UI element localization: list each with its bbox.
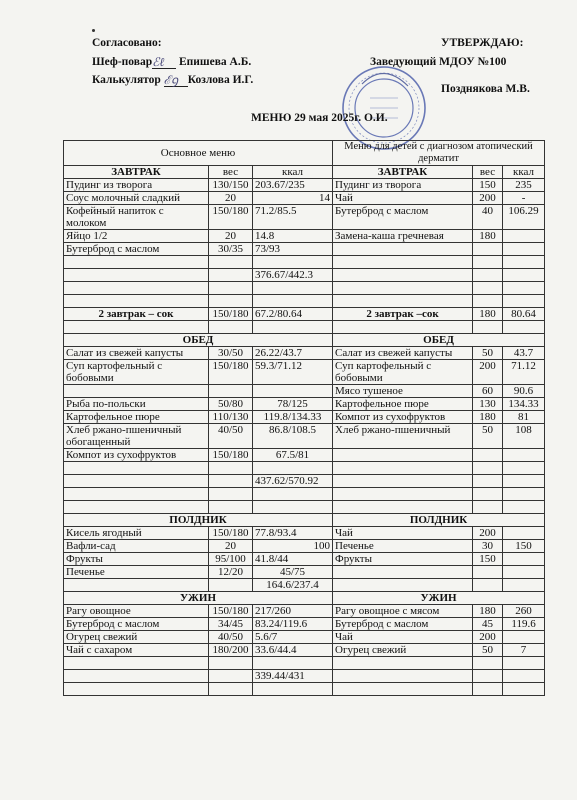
diet-dish-weight [473, 566, 503, 579]
diet-dish-weight: 45 [473, 618, 503, 631]
dish-weight: 150/180 [209, 360, 253, 385]
diet-dish-name [333, 475, 473, 488]
section-name-diet: УЖИН [333, 592, 545, 605]
dish-weight [209, 256, 253, 269]
dish-name: Кисель ягодный [64, 527, 209, 540]
dish-weight: 30/35 [209, 243, 253, 256]
table-row [64, 605, 545, 618]
diet-dish-kcal [503, 282, 545, 295]
dish-name [64, 282, 209, 295]
diet-dish-name: Фрукты [333, 553, 473, 566]
dish-weight: 30/50 [209, 347, 253, 360]
dish-kcal: 14 [253, 192, 333, 205]
table-row [64, 579, 545, 592]
chef-label: Шеф-повар [92, 56, 153, 68]
diet-dish-weight [473, 657, 503, 670]
dish-weight [209, 462, 253, 475]
dish-kcal [253, 683, 333, 696]
dish-name [64, 683, 209, 696]
section-header-row [64, 334, 545, 347]
dish-kcal: 41.8/44 [253, 553, 333, 566]
diet-dish-name: Салат из свежей капусты [333, 347, 473, 360]
diet-dish-name [333, 462, 473, 475]
diet-dish-name [333, 683, 473, 696]
diet-dish-weight: 50 [473, 424, 503, 449]
table-row [64, 631, 545, 644]
diet-dish-name: Картофельное пюре [333, 398, 473, 411]
diet-dish-kcal: 7 [503, 644, 545, 657]
dish-kcal [253, 501, 333, 514]
table-row [64, 295, 545, 308]
diet-dish-weight: 30 [473, 540, 503, 553]
diet-dish-name [333, 295, 473, 308]
dish-kcal: 78/125 [253, 398, 333, 411]
dish-kcal: 437.62/570.92 [253, 475, 333, 488]
dish-kcal [253, 321, 333, 334]
diet-dish-weight [473, 488, 503, 501]
menu-table [63, 140, 545, 696]
dish-kcal: 67.5/81 [253, 449, 333, 462]
menu-header-row [64, 141, 545, 166]
dish-name [64, 657, 209, 670]
weight-header-diet: вес [473, 166, 503, 179]
diet-dish-name: Чай [333, 192, 473, 205]
dish-kcal [253, 282, 333, 295]
diet-dish-weight [473, 475, 503, 488]
page-title: МЕНЮ 29 мая 2025г. О.И. [251, 112, 388, 124]
table-row [64, 243, 545, 256]
diet-dish-weight: 200 [473, 527, 503, 540]
diet-dish-weight: 130 [473, 398, 503, 411]
dish-weight: 40/50 [209, 631, 253, 644]
section-name-diet: ПОЛДНИК [333, 514, 545, 527]
diet-dish-kcal: 90.6 [503, 385, 545, 398]
dish-weight: 34/45 [209, 618, 253, 631]
diet-dish-kcal [503, 321, 545, 334]
diet-dish-weight [473, 269, 503, 282]
table-row [64, 670, 545, 683]
dish-weight [209, 670, 253, 683]
diet-dish-kcal: 71.12 [503, 360, 545, 385]
dish-name [64, 385, 209, 398]
diet-dish-name: Замена-каша гречневая [333, 230, 473, 243]
diet-dish-kcal [503, 566, 545, 579]
table-row [64, 230, 545, 243]
section-name: ПОЛДНИК [64, 514, 333, 527]
weight-header: вес [209, 166, 253, 179]
diet-dish-weight: 40 [473, 205, 503, 230]
menu-body [64, 141, 545, 696]
diet-dish-name [333, 488, 473, 501]
dish-kcal: 14.8 [253, 230, 333, 243]
table-row [64, 657, 545, 670]
dish-name: Бутерброд с маслом [64, 618, 209, 631]
diet-dish-name [333, 566, 473, 579]
diet-dish-kcal [503, 670, 545, 683]
dish-name [64, 488, 209, 501]
dish-name [64, 579, 209, 592]
diet-dish-kcal: 150 [503, 540, 545, 553]
dish-weight [209, 321, 253, 334]
dish-weight: 95/100 [209, 553, 253, 566]
diet-dish-weight: 200 [473, 192, 503, 205]
dish-name [64, 321, 209, 334]
diet-dish-kcal [503, 488, 545, 501]
section-header-row [64, 592, 545, 605]
diet-dish-kcal [503, 683, 545, 696]
diet-dish-kcal [503, 553, 545, 566]
dish-weight: 50/80 [209, 398, 253, 411]
approve-label: УТВЕРЖДАЮ: [441, 37, 524, 49]
dish-name: Рагу овощное [64, 605, 209, 618]
dish-name: Вафли-сад [64, 540, 209, 553]
dish-weight: 110/130 [209, 411, 253, 424]
table-row [64, 398, 545, 411]
diet-dish-kcal: 134.33 [503, 398, 545, 411]
calc-signature: ℰꝯ [164, 75, 188, 87]
dish-name [64, 670, 209, 683]
table-row [64, 644, 545, 657]
table-row [64, 566, 545, 579]
dish-kcal: 217/260 [253, 605, 333, 618]
dish-kcal: 26.22/43.7 [253, 347, 333, 360]
diet-dish-name: Суп картофельный с бобовыми [333, 360, 473, 385]
dish-kcal [253, 462, 333, 475]
diet-dish-kcal [503, 475, 545, 488]
dish-weight [209, 475, 253, 488]
dish-name: Салат из свежей капусты [64, 347, 209, 360]
dish-weight: 130/150 [209, 179, 253, 192]
dish-name: Огурец свежий [64, 631, 209, 644]
diet-dish-name [333, 579, 473, 592]
dish-name: Соус молочный сладкий [64, 192, 209, 205]
dish-name [64, 269, 209, 282]
col-diet-header: Меню для детей с диагнозом атопический дерматит [333, 141, 545, 166]
diet-dish-name: Мясо тушеное [333, 385, 473, 398]
table-row [64, 269, 545, 282]
dish-kcal [253, 256, 333, 269]
diet-dish-kcal [503, 449, 545, 462]
diet-dish-name [333, 657, 473, 670]
diet-dish-name: Пудинг из творога [333, 179, 473, 192]
kcal-header: ккал [253, 166, 333, 179]
dish-name: Компот из сухофруктов [64, 449, 209, 462]
calc-name: Козлова И.Г. [187, 74, 254, 86]
dish-name: Картофельное пюре [64, 411, 209, 424]
diet-dish-weight [473, 449, 503, 462]
dish-weight: 180/200 [209, 644, 253, 657]
diet-dish-kcal: 81 [503, 411, 545, 424]
diet-dish-name [333, 670, 473, 683]
diet-dish-kcal [503, 527, 545, 540]
table-row [64, 385, 545, 398]
dish-weight [209, 501, 253, 514]
diet-dish-name: Печенье [333, 540, 473, 553]
diet-dish-name: Бутерброд с маслом [333, 205, 473, 230]
diet-dish-weight: 150 [473, 553, 503, 566]
dish-weight [209, 683, 253, 696]
table-row [64, 411, 545, 424]
diet-dish-name [333, 243, 473, 256]
dish-kcal: 203.67/235 [253, 179, 333, 192]
dish-weight: 12/20 [209, 566, 253, 579]
diet-dish-weight: 50 [473, 347, 503, 360]
dish-kcal: 5.6/7 [253, 631, 333, 644]
kcal-header-diet: ккал [503, 166, 545, 179]
dish-weight: 150/180 [209, 308, 253, 321]
dish-weight [209, 282, 253, 295]
table-row [64, 282, 545, 295]
diet-dish-kcal [503, 243, 545, 256]
dish-name: Рыба по-польски [64, 398, 209, 411]
dish-weight [209, 269, 253, 282]
diet-dish-weight: 60 [473, 385, 503, 398]
diet-dish-weight [473, 295, 503, 308]
diet-dish-weight: 180 [473, 605, 503, 618]
table-row [64, 488, 545, 501]
table-row [64, 308, 545, 321]
diet-dish-name: Чай [333, 527, 473, 540]
calc-line [92, 73, 253, 87]
head-label: Заведующий МДОУ №100 [370, 56, 507, 68]
round-stamp [340, 64, 428, 152]
diet-dish-weight [473, 256, 503, 269]
speck [92, 29, 95, 32]
dish-weight: 150/180 [209, 205, 253, 230]
section-name: ОБЕД [64, 334, 333, 347]
dish-kcal: 86.8/108.5 [253, 424, 333, 449]
diet-dish-kcal [503, 657, 545, 670]
head-name: Позднякова М.В. [441, 83, 530, 95]
dish-name: Пудинг из творога [64, 179, 209, 192]
dish-kcal [253, 488, 333, 501]
dish-weight: 40/50 [209, 424, 253, 449]
dish-kcal: 376.67/442.3 [253, 269, 333, 282]
diet-dish-weight: 50 [473, 644, 503, 657]
diet-dish-weight: 180 [473, 308, 503, 321]
diet-dish-weight [473, 683, 503, 696]
dish-name: Суп картофельный с бобовыми [64, 360, 209, 385]
table-row [64, 540, 545, 553]
table-row [64, 424, 545, 449]
dish-kcal: 100 [253, 540, 333, 553]
dish-kcal: 59.3/71.12 [253, 360, 333, 385]
diet-dish-weight [473, 321, 503, 334]
diet-dish-kcal [503, 295, 545, 308]
diet-dish-weight [473, 501, 503, 514]
diet-dish-name: Бутерброд с маслом [333, 618, 473, 631]
table-row [64, 683, 545, 696]
dish-weight [209, 657, 253, 670]
diet-dish-kcal: 80.64 [503, 308, 545, 321]
table-row [64, 462, 545, 475]
table-row [64, 527, 545, 540]
dish-weight [209, 385, 253, 398]
dish-weight [209, 579, 253, 592]
diet-dish-weight: 200 [473, 631, 503, 644]
diet-dish-kcal: - [503, 192, 545, 205]
dish-weight [209, 488, 253, 501]
table-row [64, 192, 545, 205]
table-row [64, 501, 545, 514]
diet-dish-name: Рагу овощное с мясом [333, 605, 473, 618]
section-name: ЗАВТРАК [64, 166, 209, 179]
section-name-diet: ОБЕД [333, 334, 545, 347]
dish-weight [209, 295, 253, 308]
dish-name: Чай с сахаром [64, 644, 209, 657]
diet-dish-kcal [503, 501, 545, 514]
table-row [64, 360, 545, 385]
diet-dish-weight: 200 [473, 360, 503, 385]
dish-name [64, 501, 209, 514]
diet-dish-kcal [503, 230, 545, 243]
table-row [64, 256, 545, 269]
diet-dish-kcal: 106.29 [503, 205, 545, 230]
diet-dish-name [333, 256, 473, 269]
dish-name [64, 475, 209, 488]
dish-kcal: 339.44/431 [253, 670, 333, 683]
table-row [64, 553, 545, 566]
dish-kcal [253, 295, 333, 308]
diet-dish-weight [473, 579, 503, 592]
diet-dish-kcal [503, 631, 545, 644]
table-row [64, 475, 545, 488]
dish-kcal [253, 385, 333, 398]
dish-kcal: 67.2/80.64 [253, 308, 333, 321]
diet-dish-weight [473, 670, 503, 683]
dish-name: Кофейный напиток с молоком [64, 205, 209, 230]
diet-dish-name [333, 449, 473, 462]
diet-dish-kcal [503, 462, 545, 475]
diet-dish-kcal: 108 [503, 424, 545, 449]
agreed-label: Согласовано: [92, 37, 162, 49]
dish-weight: 150/180 [209, 605, 253, 618]
dish-name: 2 завтрак – сок [64, 308, 209, 321]
dish-kcal: 119.8/134.33 [253, 411, 333, 424]
section-name: УЖИН [64, 592, 333, 605]
diet-dish-kcal: 43.7 [503, 347, 545, 360]
chef-line [92, 55, 251, 69]
dish-name [64, 295, 209, 308]
diet-dish-weight [473, 462, 503, 475]
section-header-row [64, 166, 545, 179]
dish-weight: 150/180 [209, 449, 253, 462]
section-header-row [64, 514, 545, 527]
diet-dish-name [333, 282, 473, 295]
dish-kcal [253, 657, 333, 670]
chef-name: Епишева А.Б. [178, 56, 252, 68]
dish-kcal: 73/93 [253, 243, 333, 256]
diet-dish-weight: 180 [473, 411, 503, 424]
dish-weight: 150/180 [209, 527, 253, 540]
table-row [64, 205, 545, 230]
diet-dish-name: 2 завтрак –сок [333, 308, 473, 321]
diet-dish-name: Огурец свежий [333, 644, 473, 657]
diet-dish-weight: 150 [473, 179, 503, 192]
table-row [64, 321, 545, 334]
diet-dish-kcal [503, 256, 545, 269]
table-row [64, 179, 545, 192]
dish-name: Яйцо 1/2 [64, 230, 209, 243]
diet-dish-weight: 180 [473, 230, 503, 243]
dish-kcal: 71.2/85.5 [253, 205, 333, 230]
diet-dish-name [333, 321, 473, 334]
diet-dish-name [333, 269, 473, 282]
diet-dish-name [333, 501, 473, 514]
dish-weight: 20 [209, 540, 253, 553]
dish-name: Печенье [64, 566, 209, 579]
diet-dish-name: Хлеб ржано-пшеничный [333, 424, 473, 449]
diet-dish-kcal: 119.6 [503, 618, 545, 631]
diet-dish-kcal [503, 269, 545, 282]
table-row [64, 449, 545, 462]
dish-kcal: 45/75 [253, 566, 333, 579]
dish-weight: 20 [209, 192, 253, 205]
dish-name [64, 462, 209, 475]
dish-kcal: 77.8/93.4 [253, 527, 333, 540]
diet-dish-name: Компот из сухофруктов [333, 411, 473, 424]
diet-dish-kcal: 260 [503, 605, 545, 618]
calc-label: Калькулятор [92, 74, 161, 86]
section-name-diet: ЗАВТРАК [333, 166, 473, 179]
dish-kcal: 33.6/44.4 [253, 644, 333, 657]
diet-dish-weight [473, 282, 503, 295]
dish-weight: 20 [209, 230, 253, 243]
dish-name: Фрукты [64, 553, 209, 566]
diet-dish-weight [473, 243, 503, 256]
dish-kcal: 164.6/237.4 [253, 579, 333, 592]
table-row [64, 347, 545, 360]
dish-name [64, 256, 209, 269]
diet-dish-kcal [503, 579, 545, 592]
diet-dish-name: Чай [333, 631, 473, 644]
chef-signature: ℰℓ [152, 57, 176, 69]
col-main-header: Основное меню [64, 141, 333, 166]
table-row [64, 618, 545, 631]
dish-kcal: 83.24/119.6 [253, 618, 333, 631]
dish-name: Бутерброд с маслом [64, 243, 209, 256]
dish-name: Хлеб ржано-пшеничный обогащенный [64, 424, 209, 449]
diet-dish-kcal: 235 [503, 179, 545, 192]
